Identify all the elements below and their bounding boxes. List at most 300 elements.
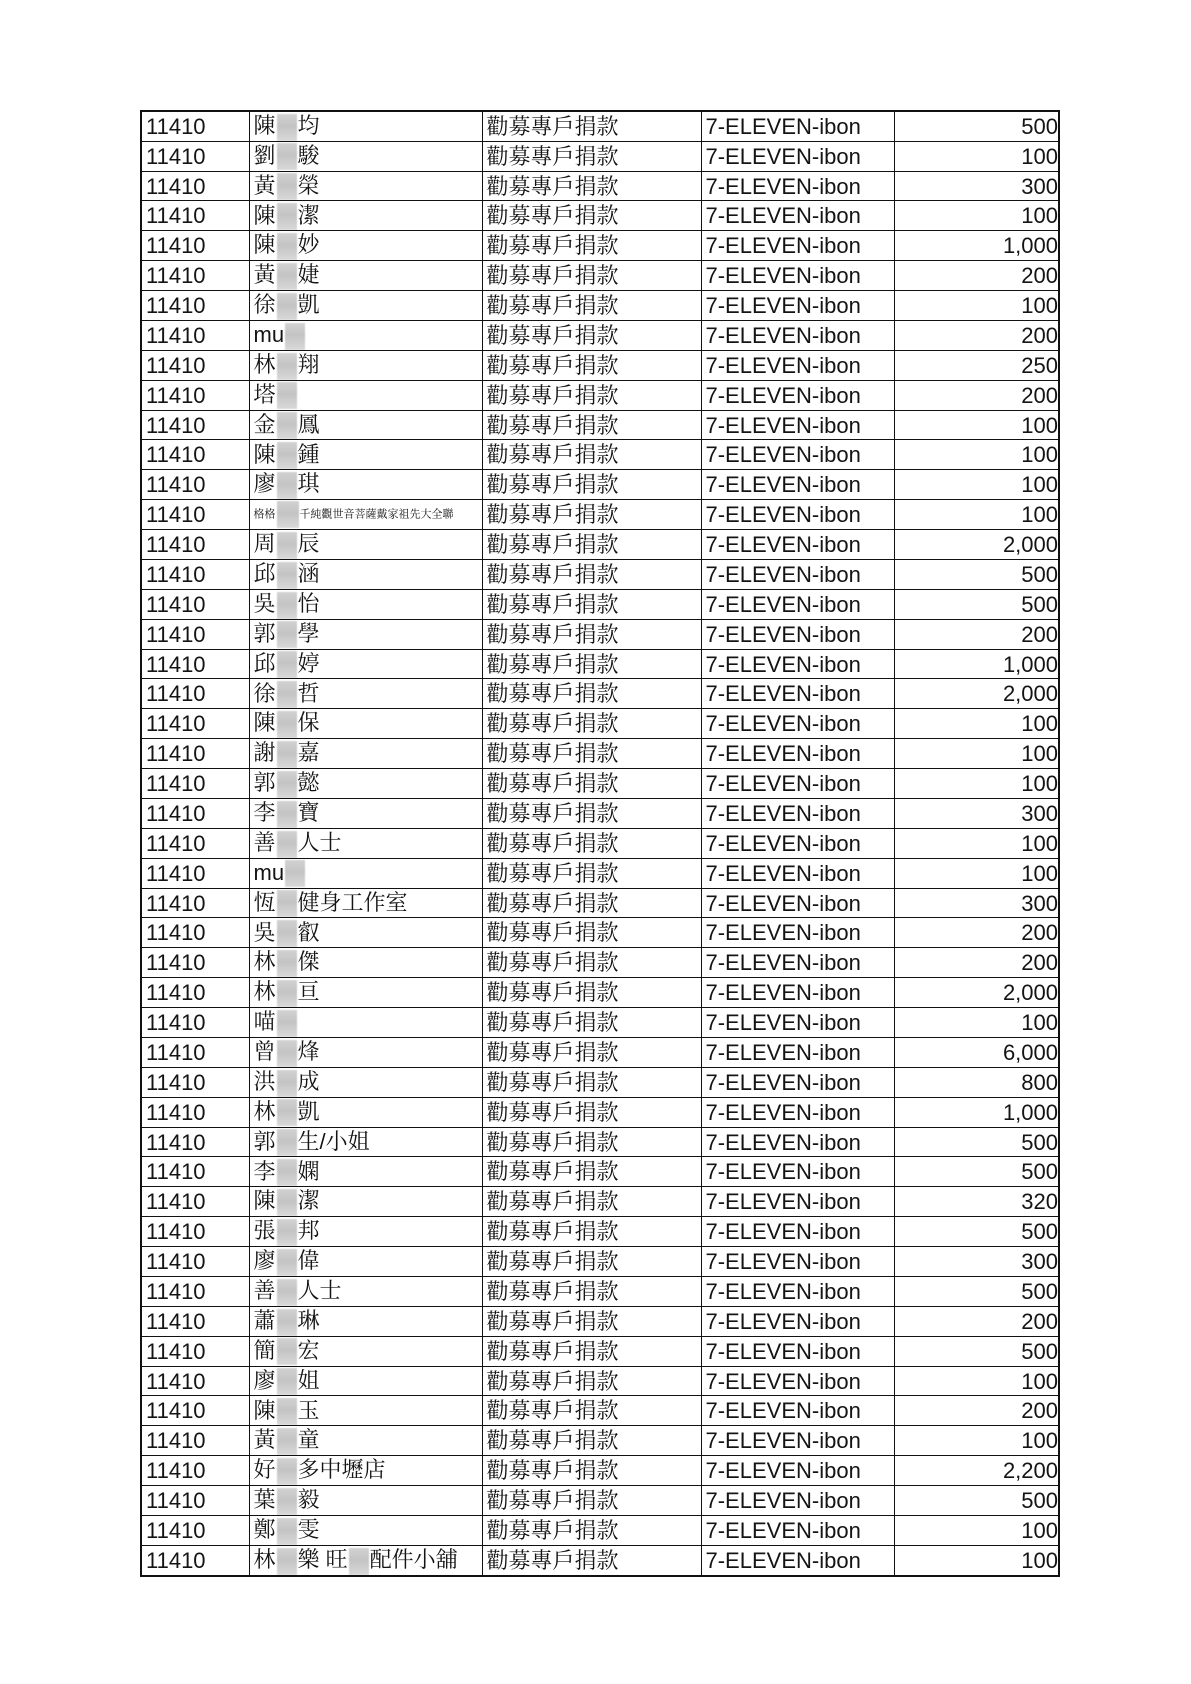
donor-name-cell [249,888,482,918]
donor-name-part: 廖 [253,1248,276,1274]
table-row [141,261,1059,291]
redaction-mask [277,1338,297,1365]
donor-name-part: 廖 [253,471,276,497]
payment-channel-cell: 7-ELEVEN-ibon [701,111,894,141]
payment-channel-cell: 7-ELEVEN-ibon [701,1037,894,1067]
donor-name-part: 林 [253,351,276,377]
payment-channel-cell: 7-ELEVEN-ibon [701,1127,894,1157]
amount-cell: 2,200 [894,1456,1059,1486]
donation-type-cell: 勸募專戶捐款 [482,1396,701,1426]
donor-name-part: 徐 [253,292,276,318]
donation-type-cell: 勸募專戶捐款 [482,380,701,410]
donor-name-part: 郭 [253,770,276,796]
donor-name-cell [249,141,482,171]
donor-name-cell [249,1336,482,1366]
donor-name-part: 陳 [253,1188,276,1214]
donor-name-cell [249,1306,482,1336]
donor-name-part: 童 [297,1427,320,1453]
payment-channel-cell: 7-ELEVEN-ibon [701,380,894,410]
redaction-mask [277,801,297,828]
donation-type-cell: 勸募專戶捐款 [482,291,701,321]
payment-channel-cell: 7-ELEVEN-ibon [701,1336,894,1366]
donor-name-cell [249,111,482,141]
period-cell: 11410 [141,261,249,291]
period-cell: 11410 [141,530,249,560]
table-row [141,739,1059,769]
donor-name-part: 叡 [297,919,320,945]
period-cell: 11410 [141,1097,249,1127]
payment-channel-cell: 7-ELEVEN-ibon [701,1187,894,1217]
payment-channel-cell: 7-ELEVEN-ibon [701,1396,894,1426]
redaction-mask [277,771,297,798]
donor-name-cell [249,948,482,978]
donation-type-cell: 勸募專戶捐款 [482,858,701,888]
amount-cell: 100 [894,1008,1059,1038]
donation-type-cell: 勸募專戶捐款 [482,619,701,649]
redaction-mask [277,920,297,947]
donor-name-part: 李 [253,1158,276,1184]
donor-name-part: 婷 [297,650,320,676]
donation-type-cell: 勸募專戶捐款 [482,1247,701,1277]
payment-channel-cell: 7-ELEVEN-ibon [701,559,894,589]
donor-name-cell [249,679,482,709]
table-row [141,141,1059,171]
payment-channel-cell: 7-ELEVEN-ibon [701,589,894,619]
table-row [141,589,1059,619]
donor-name-cell [249,1217,482,1247]
donor-name-part: 嘉 [297,740,320,766]
amount-cell: 200 [894,1396,1059,1426]
donor-name-part: 懿 [297,770,320,796]
donor-name-part: 亘 [297,979,320,1005]
payment-channel-cell: 7-ELEVEN-ibon [701,1067,894,1097]
donor-name-part: 姐 [297,1367,320,1393]
redaction-mask [277,293,297,320]
table-row [141,201,1059,231]
payment-channel-cell: 7-ELEVEN-ibon [701,1456,894,1486]
redaction-mask [277,1368,297,1395]
redaction-mask [277,1518,297,1545]
period-cell: 11410 [141,1396,249,1426]
period-cell: 11410 [141,1306,249,1336]
donor-name-part: mu [253,859,285,885]
donor-name-cell [249,470,482,500]
period-cell: 11410 [141,589,249,619]
donation-type-cell: 勸募專戶捐款 [482,1157,701,1187]
period-cell: 11410 [141,320,249,350]
table-row [141,1187,1059,1217]
table-row [141,291,1059,321]
redaction-mask [277,1010,297,1037]
donor-name-cell [249,1426,482,1456]
redaction-mask [277,1398,297,1425]
redaction-mask [277,532,297,559]
donation-type-cell: 勸募專戶捐款 [482,350,701,380]
donation-type-cell: 勸募專戶捐款 [482,1306,701,1336]
donor-name-part: 喵 [253,1009,276,1035]
table-row [141,948,1059,978]
donation-type-cell: 勸募專戶捐款 [482,500,701,530]
donor-name-cell [249,1545,482,1575]
donor-name-part: 金 [253,411,276,437]
donor-name-part: 黃 [253,262,276,288]
redaction-mask [277,1219,297,1246]
redaction-mask [277,203,297,230]
donor-name-part: mu [253,322,285,348]
amount-cell: 200 [894,1306,1059,1336]
donor-name-cell [249,1008,482,1038]
donation-table-body [141,111,1059,1576]
donor-name-part: 郭 [253,620,276,646]
payment-channel-cell: 7-ELEVEN-ibon [701,500,894,530]
period-cell: 11410 [141,1426,249,1456]
donation-type-cell: 勸募專戶捐款 [482,171,701,201]
payment-channel-cell: 7-ELEVEN-ibon [701,1515,894,1545]
redaction-mask [277,1279,297,1306]
table-row [141,1157,1059,1187]
donor-name-part: 傑 [297,949,320,975]
redaction-mask [277,980,297,1007]
payment-channel-cell: 7-ELEVEN-ibon [701,649,894,679]
donor-name-part: 鳳 [297,411,320,437]
payment-channel-cell: 7-ELEVEN-ibon [701,1276,894,1306]
table-row [141,559,1059,589]
amount-cell: 100 [894,440,1059,470]
donor-name-part: 林 [253,1546,276,1572]
amount-cell: 500 [894,1336,1059,1366]
donor-name-part: 邦 [297,1218,320,1244]
donor-name-cell [249,291,482,321]
period-cell: 11410 [141,679,249,709]
donor-name-part: 學 [297,620,320,646]
amount-cell: 200 [894,320,1059,350]
donor-name-part: 人士 [297,829,342,855]
donor-name-part: 塔 [253,381,276,407]
donation-type-cell: 勸募專戶捐款 [482,1097,701,1127]
donor-name-part: 潔 [297,202,320,228]
donor-name-part: 李 [253,800,276,826]
payment-channel-cell: 7-ELEVEN-ibon [701,1306,894,1336]
donor-name-part: 怡 [297,590,320,616]
table-row [141,171,1059,201]
table-row [141,1217,1059,1247]
period-cell: 11410 [141,350,249,380]
table-row [141,769,1059,799]
redaction-mask [277,1309,297,1336]
period-cell: 11410 [141,978,249,1008]
amount-cell: 100 [894,410,1059,440]
amount-cell: 100 [894,858,1059,888]
redaction-mask [277,562,297,589]
amount-cell: 100 [894,1426,1059,1456]
table-row [141,1247,1059,1277]
period-cell: 11410 [141,231,249,261]
donor-name-cell [249,171,482,201]
donor-name-cell [249,1037,482,1067]
amount-cell: 2,000 [894,530,1059,560]
donation-type-cell: 勸募專戶捐款 [482,320,701,350]
table-row [141,470,1059,500]
period-cell: 11410 [141,111,249,141]
amount-cell: 500 [894,559,1059,589]
table-row [141,679,1059,709]
redaction-mask [277,1458,297,1485]
donor-name-cell [249,201,482,231]
donation-type-cell: 勸募專戶捐款 [482,1276,701,1306]
table-row [141,1396,1059,1426]
period-cell: 11410 [141,1037,249,1067]
payment-channel-cell: 7-ELEVEN-ibon [701,1486,894,1516]
payment-channel-cell: 7-ELEVEN-ibon [701,141,894,171]
donation-type-cell: 勸募專戶捐款 [482,141,701,171]
amount-cell: 300 [894,171,1059,201]
period-cell: 11410 [141,1187,249,1217]
period-cell: 11410 [141,918,249,948]
donor-name-part: 妙 [297,232,320,258]
redaction-mask [277,1159,297,1186]
donor-name-part: 謝 [253,740,276,766]
period-cell: 11410 [141,1515,249,1545]
payment-channel-cell: 7-ELEVEN-ibon [701,1097,894,1127]
donation-type-cell: 勸募專戶捐款 [482,1187,701,1217]
redaction-mask [277,741,297,768]
donor-name-cell [249,559,482,589]
donor-name-part: 吳 [253,919,276,945]
payment-channel-cell: 7-ELEVEN-ibon [701,1217,894,1247]
table-row [141,619,1059,649]
redaction-mask [277,442,297,469]
table-row [141,1545,1059,1575]
table-row [141,1515,1059,1545]
redaction-mask [277,114,297,141]
amount-cell: 1,000 [894,649,1059,679]
table-row [141,1336,1059,1366]
donor-name-part: 烽 [297,1039,320,1065]
period-cell: 11410 [141,798,249,828]
donation-type-cell: 勸募專戶捐款 [482,530,701,560]
amount-cell: 500 [894,1127,1059,1157]
period-cell: 11410 [141,828,249,858]
payment-channel-cell: 7-ELEVEN-ibon [701,1426,894,1456]
redaction-mask [277,621,297,648]
donor-name-cell [249,1276,482,1306]
table-row [141,1067,1059,1097]
period-cell: 11410 [141,171,249,201]
table-row [141,1366,1059,1396]
donor-name-part: 好 [253,1457,276,1483]
donor-name-part: 善 [253,1278,276,1304]
period-cell: 11410 [141,380,249,410]
table-row [141,380,1059,410]
donation-type-cell: 勸募專戶捐款 [482,888,701,918]
period-cell: 11410 [141,440,249,470]
amount-cell: 100 [894,291,1059,321]
donation-type-cell: 勸募專戶捐款 [482,739,701,769]
table-row [141,858,1059,888]
payment-channel-cell: 7-ELEVEN-ibon [701,798,894,828]
donor-name-part: 毅 [297,1487,320,1513]
redaction-mask [277,711,297,738]
donor-name-part: 邱 [253,650,276,676]
redaction-mask [277,651,297,678]
amount-cell: 300 [894,798,1059,828]
donation-type-cell: 勸募專戶捐款 [482,111,701,141]
donor-name-cell [249,739,482,769]
redaction-mask [277,472,297,499]
donor-name-part: 樂 旺 [297,1546,348,1572]
donor-name-part: 黃 [253,172,276,198]
donor-name-cell [249,918,482,948]
donation-type-cell: 勸募專戶捐款 [482,410,701,440]
donor-name-part: 徐 [253,680,276,706]
donor-name-cell [249,1456,482,1486]
table-row [141,350,1059,380]
donor-name-part: 陳 [253,710,276,736]
payment-channel-cell: 7-ELEVEN-ibon [701,828,894,858]
amount-cell: 100 [894,828,1059,858]
donation-type-cell: 勸募專戶捐款 [482,589,701,619]
donor-name-part: 陳 [253,1397,276,1423]
amount-cell: 500 [894,589,1059,619]
amount-cell: 100 [894,470,1059,500]
period-cell: 11410 [141,291,249,321]
donor-name-part: 哲 [297,680,320,706]
payment-channel-cell: 7-ELEVEN-ibon [701,948,894,978]
amount-cell: 320 [894,1187,1059,1217]
period-cell: 11410 [141,500,249,530]
donor-name-part: 簡 [253,1337,276,1363]
donor-name-cell [249,1127,482,1157]
donor-name-cell [249,231,482,261]
donor-name-cell [249,828,482,858]
donor-name-part: 偉 [297,1248,320,1274]
table-row [141,918,1059,948]
redaction-mask [277,1099,297,1126]
period-cell: 11410 [141,709,249,739]
donor-name-part: 格格 [253,508,276,521]
donor-name-part: 吳 [253,590,276,616]
period-cell: 11410 [141,1336,249,1366]
donor-name-cell [249,1157,482,1187]
donation-type-cell: 勸募專戶捐款 [482,679,701,709]
table-row [141,1486,1059,1516]
donor-name-part: 陳 [253,232,276,258]
donor-name-part: 周 [253,531,276,557]
donor-name-part: 健身工作室 [297,889,408,915]
table-row [141,530,1059,560]
amount-cell: 100 [894,201,1059,231]
redaction-mask [277,353,297,380]
donor-name-cell [249,1396,482,1426]
donor-name-part: 保 [297,710,320,736]
amount-cell: 200 [894,619,1059,649]
donor-name-part: 蕭 [253,1307,276,1333]
donor-name-part: 寶 [297,800,320,826]
period-cell: 11410 [141,1008,249,1038]
amount-cell: 2,000 [894,679,1059,709]
period-cell: 11410 [141,1545,249,1575]
donor-name-cell [249,1247,482,1277]
donor-name-cell [249,589,482,619]
donor-name-part: 陳 [253,202,276,228]
payment-channel-cell: 7-ELEVEN-ibon [701,201,894,231]
amount-cell: 500 [894,1276,1059,1306]
donor-name-part: 鍾 [297,441,320,467]
donor-name-part: 林 [253,1098,276,1124]
donor-name-part: 雯 [297,1517,320,1543]
donor-name-part: 玉 [297,1397,320,1423]
amount-cell: 500 [894,1217,1059,1247]
donor-name-part: 凱 [297,292,320,318]
donation-type-cell: 勸募專戶捐款 [482,470,701,500]
amount-cell: 100 [894,739,1059,769]
payment-channel-cell: 7-ELEVEN-ibon [701,171,894,201]
donor-name-part: 陳 [253,441,276,467]
donor-name-part: 嫻 [297,1158,320,1184]
redaction-mask [277,1129,297,1156]
table-row [141,798,1059,828]
donation-type-cell: 勸募專戶捐款 [482,1127,701,1157]
donation-type-cell: 勸募專戶捐款 [482,261,701,291]
donation-type-cell: 勸募專戶捐款 [482,1545,701,1575]
table-row [141,500,1059,530]
redaction-mask [277,592,297,619]
payment-channel-cell: 7-ELEVEN-ibon [701,291,894,321]
payment-channel-cell: 7-ELEVEN-ibon [701,739,894,769]
redaction-mask [285,323,305,350]
period-cell: 11410 [141,1456,249,1486]
donor-name-part: 邱 [253,561,276,587]
donor-name-cell [249,858,482,888]
period-cell: 11410 [141,649,249,679]
donor-name-part: 恆 [253,889,276,915]
donation-table [140,110,1060,1577]
period-cell: 11410 [141,948,249,978]
payment-channel-cell: 7-ELEVEN-ibon [701,410,894,440]
redaction-mask [277,950,297,977]
donation-type-cell: 勸募專戶捐款 [482,559,701,589]
donor-name-cell [249,380,482,410]
period-cell: 11410 [141,559,249,589]
redaction-mask [277,1249,297,1276]
donation-type-cell: 勸募專戶捐款 [482,769,701,799]
redaction-mask [277,263,297,290]
donation-type-cell: 勸募專戶捐款 [482,1456,701,1486]
donor-name-cell [249,1067,482,1097]
amount-cell: 100 [894,1515,1059,1545]
amount-cell: 200 [894,918,1059,948]
table-row [141,1276,1059,1306]
amount-cell: 100 [894,709,1059,739]
donor-name-part: 洪 [253,1068,276,1094]
period-cell: 11410 [141,1486,249,1516]
table-row [141,1127,1059,1157]
payment-channel-cell: 7-ELEVEN-ibon [701,440,894,470]
payment-channel-cell: 7-ELEVEN-ibon [701,261,894,291]
amount-cell: 200 [894,380,1059,410]
amount-cell: 500 [894,1486,1059,1516]
redaction-mask [277,173,297,200]
donor-name-part: 成 [297,1068,320,1094]
donation-type-cell: 勸募專戶捐款 [482,201,701,231]
donor-name-part: 琪 [297,471,320,497]
redaction-mask [277,382,297,409]
payment-channel-cell: 7-ELEVEN-ibon [701,1247,894,1277]
payment-channel-cell: 7-ELEVEN-ibon [701,1366,894,1396]
donor-name-cell [249,440,482,470]
redaction-mask [277,501,299,528]
payment-channel-cell: 7-ELEVEN-ibon [701,231,894,261]
